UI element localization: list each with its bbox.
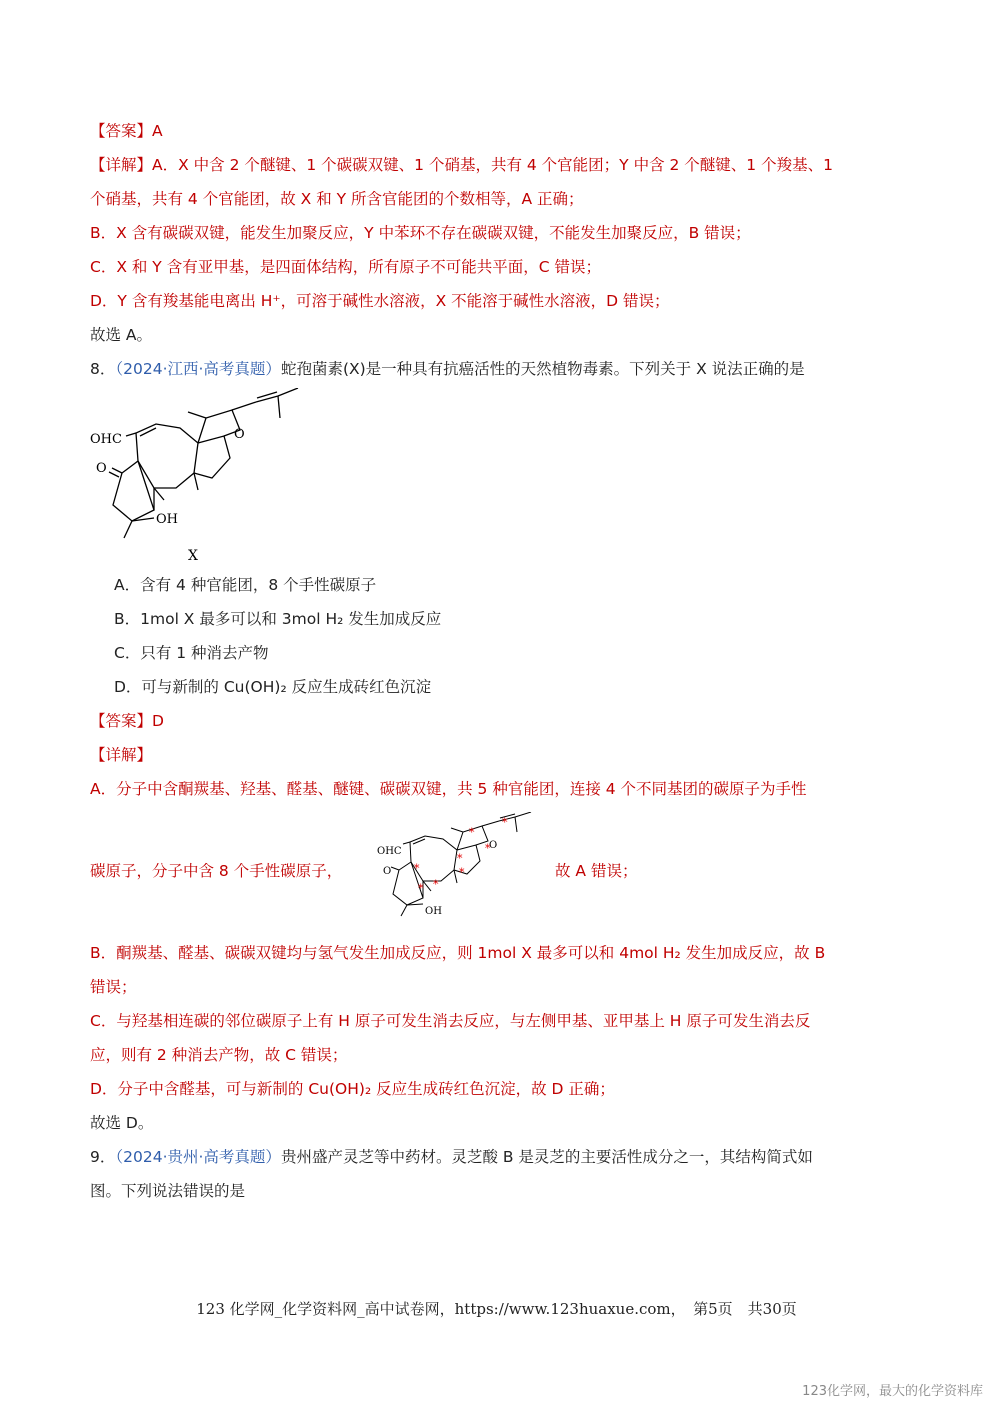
answer-value: A <box>152 122 163 140</box>
question-9-stem <box>90 1146 813 1168</box>
chiral-structure-diagram <box>375 812 555 930</box>
detail-tag: 【详解】 <box>90 156 153 174</box>
question-source: （2024·江西·高考真题） <box>115 360 281 378</box>
answer-line <box>90 710 164 732</box>
option-c: C．只有 1 种消去产物 <box>114 644 269 662</box>
chiral-marker: * <box>485 842 491 855</box>
chiral-marker: * <box>469 826 475 839</box>
detail-tag: 【详解】 <box>90 746 153 764</box>
answer-line <box>90 120 163 142</box>
watermark: 123化学网，最大的化学资料库 <box>802 1384 983 1399</box>
detail-line-4: C．X 和 Y 含有亚甲基，是四面体结构，所有原子不可能共平面，C 错误； <box>90 258 601 276</box>
detail-line-3: B．X 含有碳碳双键，能发生加聚反应，Y 中苯环不存在碳碳双键，不能发生加聚反应，B 错误； <box>90 224 751 242</box>
question-text: 蛇孢菌素(X)是一种具有抗癌活性的天然植物毒素。下列关于 X 说法正确的是 <box>280 360 805 378</box>
ring-o-label: O <box>234 427 245 442</box>
option-d: D．可与新制的 Cu(OH)₂ 反应生成砖红色沉淀 <box>114 678 432 696</box>
question-number: 9． <box>90 1148 116 1166</box>
question-9-stem-line2: 图。下列说法错误的是 <box>90 1182 246 1200</box>
ohc-label: OHC <box>90 432 122 447</box>
detail-line-b1: B．酮羰基、醛基、碳碳双键均与氢气发生加成反应，则 1mol X 最多可以和 4mol H₂ 发生加成反应，故 B <box>90 944 826 962</box>
question-text: 贵州盛产灵芝等中药材。灵芝酸 B 是灵芝的主要活性成分之一，其结构简式如 <box>280 1148 813 1166</box>
answer-tag: 【答案】 <box>90 712 153 730</box>
ketone-o-label: O <box>383 866 392 877</box>
conclusion-q7: 故选 A。 <box>90 326 153 344</box>
chiral-marker: * <box>459 866 465 879</box>
answer-tag: 【答案】 <box>90 122 153 140</box>
question-number: 8． <box>90 360 116 378</box>
detail-line-b2: 错误； <box>90 978 137 996</box>
chiral-marker: * <box>418 882 424 895</box>
detail-line-c2: 应，则有 2 种消去产物，故 C 错误； <box>90 1046 348 1064</box>
answer-value: D <box>152 712 164 730</box>
detail-line-a2-left: 碳原子，分子中含 8 个手性碳原子， <box>90 862 343 880</box>
detail-line-a1: A．分子中含酮羰基、羟基、醛基、醚键、碳碳双键，共 5 种官能团，连接 4 个不同基团的碳原子为手性 <box>90 780 807 798</box>
ketone-o-label: O <box>96 461 107 476</box>
detail-line-c1: C．与羟基相连碳的邻位碳原子上有 H 原子可发生消去反应，与左侧甲基、亚甲基上 H 原子可发生消去反 <box>90 1012 811 1030</box>
detail-line-d: D．分子中含醛基，可与新制的 Cu(OH)₂ 反应生成砖红色沉淀，故 D 正确； <box>90 1080 615 1098</box>
detail-text: A．X 中含 2 个醚键、1 个碳碳双键、1 个硝基，共有 4 个官能团；Y 中含 2 个醚键、1 个羧基、1 <box>152 156 833 174</box>
chiral-marker: * <box>457 852 463 865</box>
structure-x-diagram <box>88 388 328 564</box>
detail-line-2: 个硝基，共有 4 个官能团，故 X 和 Y 所含官能团的个数相等，A 正确； <box>90 190 584 208</box>
detail-line-1 <box>90 154 833 176</box>
ohc-label: OHC <box>377 846 402 857</box>
detail-line-a2-right: 故 A 错误； <box>555 862 638 880</box>
page-footer: 123 化学网_化学资料网_高中试卷网，https://www.123huaxue.com， 第5页 共30页 <box>196 1300 797 1318</box>
question-source: （2024·贵州·高考真题） <box>115 1148 281 1166</box>
chiral-marker: * <box>502 816 508 829</box>
option-b: B．1mol X 最多可以和 3mol H₂ 发生加成反应 <box>114 610 442 628</box>
oh-label: OH <box>425 906 442 917</box>
structure-x-label: X <box>188 548 198 564</box>
oh-label: OH <box>156 512 178 527</box>
option-a: A．含有 4 种官能团，8 个手性碳原子 <box>114 576 377 594</box>
detail-line-5: D．Y 含有羧基能电离出 H⁺，可溶于碱性水溶液，X 不能溶于碱性水溶液，D 错误； <box>90 292 670 310</box>
ring-o-label: O <box>489 840 498 851</box>
chiral-marker: * <box>433 878 439 891</box>
chiral-marker: * <box>414 862 420 875</box>
question-8-stem <box>90 358 805 380</box>
conclusion-q8: 故选 D。 <box>90 1114 154 1132</box>
